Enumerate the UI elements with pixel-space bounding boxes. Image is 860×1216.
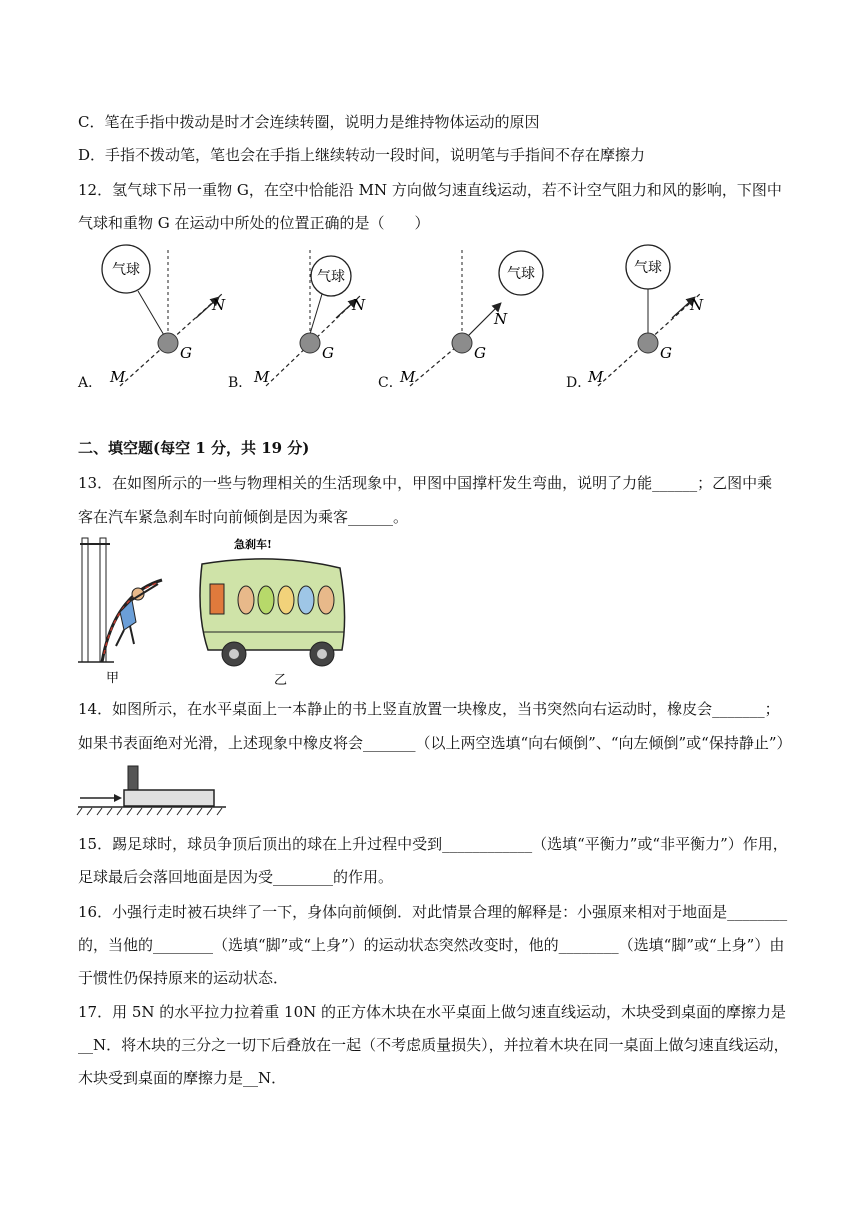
label-n-d: N xyxy=(690,296,704,314)
label-jia: 甲 xyxy=(106,671,120,686)
label-g-b: G xyxy=(322,344,334,362)
q11-option-d: D．手指不拨动笔，笔也会在手指上继续转动一段时间，说明笔与手指间不存在摩擦力 xyxy=(78,146,646,164)
label-n-a: N xyxy=(212,296,226,314)
q16-stem-line1: 16．小强行走时被石块绊了一下，身体向前倾倒．对此情景合理的解释是：小强原来相对于地面是________ xyxy=(78,903,788,921)
q12-option-a-label: A． xyxy=(78,375,103,391)
balloon-label-d: 气球 xyxy=(634,260,662,276)
q12-stem-line2: 气球和重物 G 在运动中所处的位置正确的是（ ） xyxy=(78,214,430,232)
label-n-b: N xyxy=(352,296,366,314)
q16-stem-line2: 的，当他的________（选填“脚”或“上身”）的运动状态突然改变时，他的________（选填“脚”或“上身”）由 xyxy=(78,936,785,954)
q12-figure-a xyxy=(102,245,226,386)
q12-stem-line1: 12．氢气球下吊一重物 G，在空中恰能沿 MN 方向做匀速直线运动，若不计空气阻力和风的影响，下图中 xyxy=(78,181,782,199)
q12-figure-c xyxy=(399,250,543,386)
q12-option-b-label: B． xyxy=(228,375,253,391)
q13-stem-line1: 13．在如图所示的一些与物理相关的生活现象中，甲图中国撑杆发生弯曲，说明了力能______；乙图中乘 xyxy=(78,474,773,492)
label-n-c: N xyxy=(494,310,508,328)
pole-vault-image xyxy=(78,538,162,662)
label-g-d: G xyxy=(660,344,672,362)
label-m-b: M xyxy=(254,368,270,386)
bus-caption: 急刹车! xyxy=(234,538,272,551)
q14-stem-line2: 如果书表面绝对光滑，上述现象中橡皮将会_______（以上两空选填“向右倾倒”、“向左倾倒”或“保持静止”） xyxy=(78,734,792,752)
q12-option-d-label: D． xyxy=(566,375,592,391)
balloon-label-c: 气球 xyxy=(507,266,535,282)
label-g-c: G xyxy=(474,344,486,362)
q12-figures xyxy=(0,236,860,406)
q15-stem-line2: 足球最后会落回地面是因为受________的作用。 xyxy=(78,868,394,886)
q12-figure-d xyxy=(587,245,704,386)
q11-option-c: C．笔在手指中拨动是时才会连续转圈，说明力是维持物体运动的原因 xyxy=(78,113,540,131)
q16-stem-line3: 于惯性仍保持原来的运动状态． xyxy=(78,969,289,987)
q14-book-figure xyxy=(76,762,236,818)
balloon-label-a: 气球 xyxy=(112,262,140,278)
label-m-c: M xyxy=(400,368,416,386)
bus-image xyxy=(200,537,345,666)
q13-figures xyxy=(74,534,374,686)
label-m-a: M xyxy=(110,368,126,386)
q17-stem-line3: 木块受到桌面的摩擦力是__N． xyxy=(78,1069,287,1087)
section-title: 二、填空题(每空 1 分，共 19 分) xyxy=(78,439,310,457)
q15-stem-line1: 15．踢足球时，球员争顶后顶出的球在上升过程中受到____________（选填“平衡力”或“非平衡力”）作用， xyxy=(78,835,788,853)
q12-option-c-label: C． xyxy=(378,375,403,391)
balloon-label-b: 气球 xyxy=(317,269,345,285)
q12-figure-b xyxy=(253,250,366,386)
label-m-d: M xyxy=(588,368,604,386)
label-yi: 乙 xyxy=(274,673,288,686)
q14-stem-line1: 14．如图所示，在水平桌面上一本静止的书上竖直放置一块橡皮，当书突然向右运动时，橡皮会_______； xyxy=(78,700,780,718)
q17-stem-line2: __N．将木块的三分之一切下后叠放在一起（不考虑质量损失），并拉着木块在同一桌面上做匀速直线运动， xyxy=(78,1036,789,1054)
q17-stem-line1: 17．用 5N 的水平拉力拉着重 10N 的正方体木块在水平桌面上做匀速直线运动，木块受到桌面的摩擦力是 xyxy=(78,1003,787,1021)
q13-stem-line2: 客在汽车紧急刹车时向前倾倒是因为乘客______。 xyxy=(78,508,409,526)
label-g-a: G xyxy=(180,344,192,362)
